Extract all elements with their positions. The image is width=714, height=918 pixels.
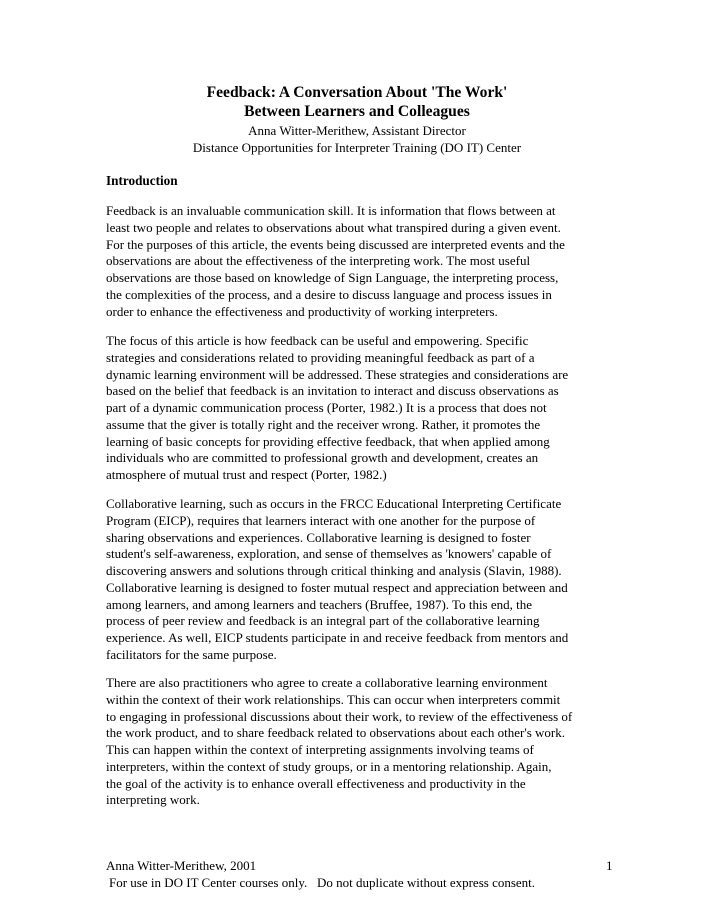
- paragraph-line: For the purposes of this article, the events being discussed are interpreted events and the: [106, 236, 565, 252]
- paragraph-line: process of peer review and feedback is an integral part of the collaborative learning: [106, 613, 540, 629]
- paragraph-line: student's self-awareness, exploration, and sense of themselves as 'knowers' capable of: [106, 546, 552, 562]
- paragraph-line: atmosphere of mutual trust and respect (Porter, 1982.): [106, 467, 387, 482]
- paragraph-line: assume that the giver is totally right and the receiver wrong. Rather, it promotes the: [106, 416, 541, 432]
- paragraph-line: part of a dynamic communication process (Porter, 1982.) It is a process that does not: [106, 400, 547, 415]
- paragraph-line: individuals who are committed to professional growth and development, creates an: [106, 450, 539, 466]
- paragraph-line: least two people and relates to observations about what transpired during a given event.: [106, 219, 561, 235]
- paragraph-line: facilitators for the same purpose.: [106, 646, 277, 662]
- paragraph-line: among learners, and among learners and teachers (Bruffee, 1987). To this end, the: [106, 596, 533, 612]
- paragraph-line: strategies and considerations related to providing meaningful feedback as part of a: [106, 349, 535, 365]
- paragraph-line: discovering answers and solutions through critical thinking and analysis (Slavin, 1988).: [106, 563, 562, 578]
- paragraph-line: The focus of this article is how feedback can be useful and empowering. Specific: [106, 333, 529, 348]
- author-line: Anna Witter-Merithew, Assistant Director: [248, 123, 466, 138]
- footer-page-number: 1: [606, 858, 613, 873]
- paragraph-line: observations are those based on knowledge of Sign Language, the interpreting process,: [106, 270, 559, 285]
- paragraph-line: Program (EICP), requires that learners interact with one another for the purpose of: [106, 512, 536, 528]
- paragraph-line: the goal of the activity is to enhance overall effectiveness and productivity in the: [106, 775, 526, 791]
- paragraph-2: [106, 333, 620, 484]
- paragraph-line: sharing observations and experiences. Collaborative learning is designed to foster: [106, 529, 531, 545]
- paragraph-line: order to enhance the effectiveness and productivity of working interpreters.: [106, 303, 498, 319]
- paragraph-line: based on the belief that feedback is an invitation to interact and discuss observations as: [106, 383, 559, 399]
- paragraph-line: to engaging in professional discussions about their work, to review of the effectiveness of: [106, 708, 573, 724]
- paragraph-line: This can happen within the context of interpreting assignments involving teams of: [106, 742, 534, 757]
- organization-line: Distance Opportunities for Interpreter Training (DO IT) Center: [192, 140, 522, 155]
- paragraph-line: Feedback is an invaluable communication skill. It is information that flows between at: [106, 203, 556, 218]
- document-title-line-2: Between Learners and Colleagues: [244, 103, 470, 120]
- footer-copyright-notice: For use in DO IT Center courses only. Do not duplicate without express consent.: [109, 875, 536, 890]
- paragraph-line: learning of basic concepts for providing effective feedback, that when applied among: [106, 433, 550, 449]
- paragraph-line: Collaborative learning, such as occurs in the FRCC Educational Interpreting Certificate: [106, 496, 562, 511]
- paragraph-line: interpreters, within the context of study groups, or in a mentoring relationship. Again,: [106, 758, 552, 774]
- paragraph-3: [106, 496, 620, 664]
- footer-author-year: Anna Witter-Merithew, 2001: [106, 858, 257, 873]
- paragraph-line: observations are about the effectiveness of the interpreting work. The most useful: [106, 253, 531, 269]
- paragraph-1: [106, 203, 620, 320]
- paragraph-line: Collaborative learning is designed to foster mutual respect and appreciation between and: [106, 579, 568, 595]
- paragraph-line: the complexities of the process, and a desire to discuss language and process issues in: [106, 286, 552, 302]
- paragraph-4: [106, 675, 620, 809]
- document-title-line-1: Feedback: A Conversation About 'The Work': [206, 84, 508, 101]
- paragraph-line: the work product, and to share feedback related to observations about each other's work.: [106, 725, 565, 741]
- paragraph-line: There are also practitioners who agree to create a collaborative learning environment: [106, 675, 548, 690]
- paragraph-line: interpreting work.: [106, 792, 200, 808]
- section-heading-introduction: Introduction: [106, 173, 178, 188]
- paragraph-line: dynamic learning environment will be addressed. These strategies and considerations are: [106, 366, 569, 382]
- paragraph-line: within the context of their work relationships. This can occur when interpreters commit: [106, 691, 561, 707]
- paragraph-line: experience. As well, EICP students participate in and receive feedback from mentors and: [106, 630, 569, 645]
